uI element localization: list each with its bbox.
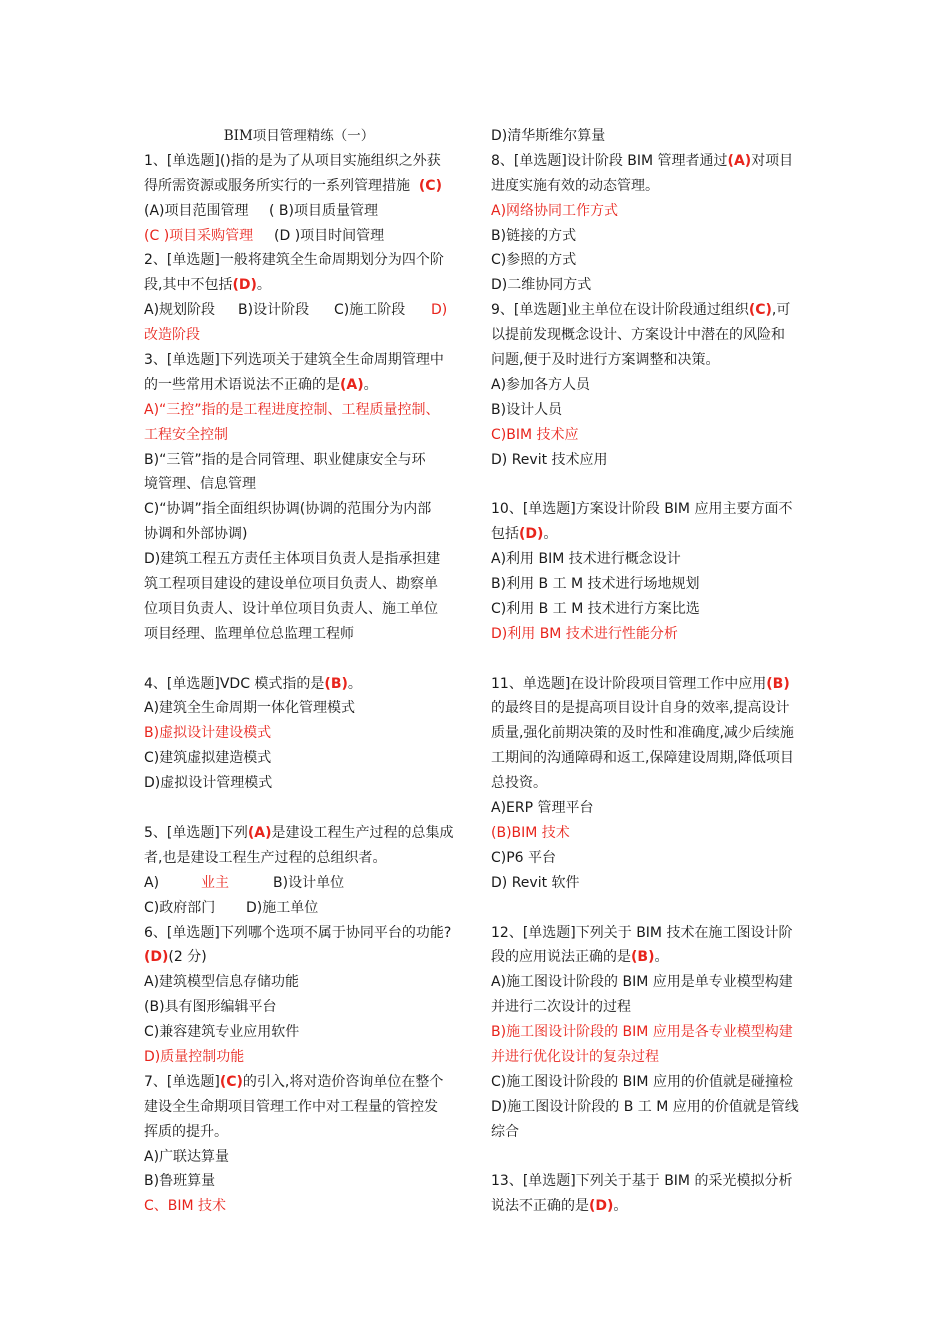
q1-answer: (C)	[418, 177, 442, 194]
q1-option-d: (D )项目时间管理	[274, 227, 385, 244]
q8-stem-line2: 进度实施有效的动态管理。	[491, 177, 659, 194]
q12-option-d-line1: D)施工图设计阶段的 B 工 M 应用的价值就是管线	[491, 1098, 799, 1115]
q9-option-b: B)设计人员	[491, 401, 563, 418]
q11-option-c: C)P6 平台	[491, 849, 557, 866]
q7-stem-line1: 7、[单选题](C)的引入,将对造价咨询单位在整个	[144, 1073, 444, 1090]
q12-option-d-line2: 综合	[491, 1123, 519, 1140]
q7-option-d: D)清华斯维尔算量	[491, 128, 606, 144]
q4-option-b: B)虚拟设计建设模式	[144, 725, 272, 742]
q2-options	[144, 298, 464, 323]
q2-option-a: A)规划阶段	[144, 302, 216, 319]
q11-option-d: D) Revit 软件	[491, 874, 580, 891]
q6-option-a: A)建筑模型信息存储功能	[144, 974, 300, 991]
q2-option-d-prefix: D)	[431, 302, 448, 319]
q10-option-c: C)利用 B 工 M 技术进行方案比选	[491, 600, 700, 617]
q12-option-b-line2: 并进行优化设计的复杂过程	[491, 1048, 659, 1065]
q9-stem-line2: 以提前发现概念设计、方案设计中潜在的风险和	[491, 327, 785, 344]
q5-option-c: C)政府部门	[144, 899, 216, 916]
q1-option-a: (A)项目范围管理	[144, 202, 249, 219]
q5-option-a: 业主	[201, 874, 229, 891]
q11-stem-line1: 11、单选题]在设计阶段项目管理工作中应用(B)	[491, 675, 790, 692]
q12-stem-line1: 12、[单选题]下列关于 BIM 技术在施工图设计阶	[491, 924, 793, 941]
q2-option-d: 改造阶段	[144, 327, 200, 344]
spacer	[491, 1145, 811, 1170]
q3-option-d-line3: 位项目负责人、设计单位项目负责人、施工单位	[144, 600, 438, 617]
q3-stem-line2: 的一些常用术语说法不正确的是(A)。	[144, 376, 378, 393]
page-title: BIM项目管理精练（一）	[223, 128, 375, 144]
q5-options-cd	[144, 896, 464, 921]
q7-answer: (C)	[219, 1073, 243, 1090]
q13-answer: (D)	[589, 1198, 614, 1215]
left-column	[144, 124, 464, 1219]
q1-options-cd	[144, 224, 464, 249]
q12-option-c: C)施工图设计阶段的 BIM 应用的价值就是碰撞检	[491, 1073, 793, 1090]
q7-option-b: B)鲁班算量	[144, 1173, 216, 1190]
q5-option-a-prefix: A)	[144, 874, 160, 891]
q3-option-b-line1: B)“三管”指的是合同管理、职业健康安全与环	[144, 451, 426, 468]
spacer	[491, 472, 811, 497]
q5-stem-line1: 5、[单选题]下列(A)是建设工程生产过程的总集成	[144, 824, 454, 841]
q9-stem-line1: 9、[单选题]业主单位在设计阶段通过组织(C),可	[491, 302, 791, 319]
q5-stem-line2: 者,也是建设工程生产过程的总组织者。	[144, 849, 387, 866]
q6-stem-line2: (D)(2 分)	[144, 949, 207, 966]
q4-option-c: C)建筑虚拟建造模式	[144, 750, 272, 767]
q12-answer: (B)	[631, 949, 655, 966]
q12-option-a-line1: A)施工图设计阶段的 BIM 应用是单专业模型构建	[491, 974, 793, 991]
spacer	[491, 896, 811, 921]
q10-option-d: D)利用 BM 技术进行性能分析	[491, 625, 678, 642]
q11-stem-line4: 工期间的沟通障碍和返工,保障建设周期,降低项目	[491, 750, 794, 767]
q3-option-a-line1: A)“三控”指的是工程进度控制、工程质量控制、	[144, 401, 440, 418]
q10-stem-line2: 包括(D)。	[491, 526, 558, 543]
q8-option-a: A)网络协同工作方式	[491, 202, 619, 219]
q11-answer: (B)	[766, 675, 790, 692]
q7-stem-line2: 建设全生命期项目管理工作中对工程量的管控发	[144, 1098, 438, 1115]
q9-option-d: D) Revit 技术应用	[491, 451, 608, 468]
q1-option-b: ( B)项目质量管理	[269, 202, 378, 219]
q7-stem-line3: 挥质的提升。	[144, 1123, 228, 1140]
q8-answer: (A)	[727, 152, 752, 169]
q11-option-a: A)ERP 管理平台	[491, 800, 594, 817]
q12-option-a-line2: 并进行二次设计的过程	[491, 999, 631, 1016]
q4-option-a: A)建筑全生命周期一体化管理模式	[144, 700, 356, 717]
q11-option-b: (B)BIM 技术	[491, 824, 570, 841]
q1-stem-line1: 1、[单选题]()指的是为了从项目实施组织之外获	[144, 152, 441, 169]
q3-option-d-line1: D)建筑工程五方责任主体项目负责人是指承担建	[144, 551, 441, 568]
q1-option-c: (C )项目采购管理	[144, 227, 254, 244]
q2-option-c: C)施工阶段	[334, 302, 406, 319]
q8-option-b: B)链接的方式	[491, 227, 577, 244]
q4-option-d: D)虚拟设计管理模式	[144, 775, 273, 792]
q9-option-c: C)BIM 技术应	[491, 426, 579, 443]
q7-option-a: A)广联达算量	[144, 1148, 230, 1165]
q13-stem-line1: 13、[单选题]下列关于基于 BIM 的采光模拟分析	[491, 1173, 793, 1190]
q5-option-d: D)施工单位	[246, 899, 319, 916]
spacer	[144, 647, 464, 672]
q6-option-d: D)质量控制功能	[144, 1048, 245, 1065]
q11-stem-line5: 总投资。	[491, 775, 547, 792]
spacer	[144, 796, 464, 821]
q3-option-a-line2: 工程安全控制	[144, 426, 228, 443]
q10-option-a: A)利用 BIM 技术进行概念设计	[491, 551, 681, 568]
q3-answer: (A)	[340, 376, 364, 393]
q10-answer: (D)	[519, 526, 544, 543]
q3-option-c-line2: 协调和外部协调)	[144, 526, 248, 543]
q5-option-b: B)设计单位	[273, 874, 345, 891]
q6-stem-line1: 6、[单选题]下列哪个选项不属于协同平台的功能?	[144, 924, 452, 941]
q6-option-b: (B)具有图形编辑平台	[144, 999, 277, 1016]
q1-options-ab	[144, 199, 464, 224]
q3-option-d-line2: 筑工程项目建设的建设单位项目负责人、勘察单	[144, 576, 438, 593]
q3-option-c-line1: C)“协调”指全面组织协调(协调的范围分为内部	[144, 501, 432, 518]
q6-answer: (D)	[144, 949, 169, 966]
q11-stem-line3: 质量,强化前期决策的及时性和准确度,减少后续施	[491, 725, 794, 742]
q4-answer: (B)	[324, 675, 348, 692]
q7-option-c: C、BIM 技术	[144, 1198, 227, 1215]
q2-option-b: B)设计阶段	[238, 302, 310, 319]
q2-stem-line2: 段,其中不包括(D)。	[144, 277, 271, 294]
q9-option-a: A)参加各方人员	[491, 376, 591, 393]
q3-option-d-line4: 项目经理、监理单位总监理工程师	[144, 625, 354, 642]
q1-stem-line2: 得所需资源或服务所实行的一系列管理措施 (C)	[144, 177, 442, 194]
q9-stem-line3: 问题,便于及时进行方案调整和决策。	[491, 352, 720, 369]
q2-answer: (D)	[232, 277, 257, 294]
q8-option-c: C)参照的方式	[491, 252, 577, 269]
q8-option-d: D)二维协同方式	[491, 277, 592, 294]
right-column	[491, 124, 811, 1219]
q5-answer: (A)	[247, 824, 272, 841]
q5-options-ab	[144, 871, 464, 896]
spacer	[491, 647, 811, 672]
q6-option-c: C)兼容建筑专业应用软件	[144, 1024, 300, 1041]
q9-answer: (C)	[748, 302, 772, 319]
q12-stem-line2: 段的应用说法正确的是(B)。	[491, 949, 669, 966]
q8-stem-line1: 8、[单选题]设计阶段 BIM 管理者通过(A)对项目	[491, 152, 794, 169]
q11-stem-line2: 的最终目的是提高项目设计自身的效率,提高设计	[491, 700, 790, 717]
q12-option-b-line1: B)施工图设计阶段的 BIM 应用是各专业模型构建	[491, 1024, 793, 1041]
q10-option-b: B)利用 B 工 M 技术进行场地规划	[491, 576, 700, 593]
q4-stem-line1: 4、[单选题]VDC 模式指的是(B)。	[144, 675, 362, 692]
q2-stem-line1: 2、[单选题]一般将建筑全生命周期划分为四个阶	[144, 252, 444, 269]
q13-stem-line2: 说法不正确的是(D)。	[491, 1198, 628, 1215]
q3-stem-line1: 3、[单选题]下列选项关于建筑全生命周期管理中	[144, 352, 444, 369]
q3-option-b-line2: 境管理、信息管理	[144, 476, 256, 493]
q10-stem-line1: 10、[单选题]方案设计阶段 BIM 应用主要方面不	[491, 501, 793, 518]
